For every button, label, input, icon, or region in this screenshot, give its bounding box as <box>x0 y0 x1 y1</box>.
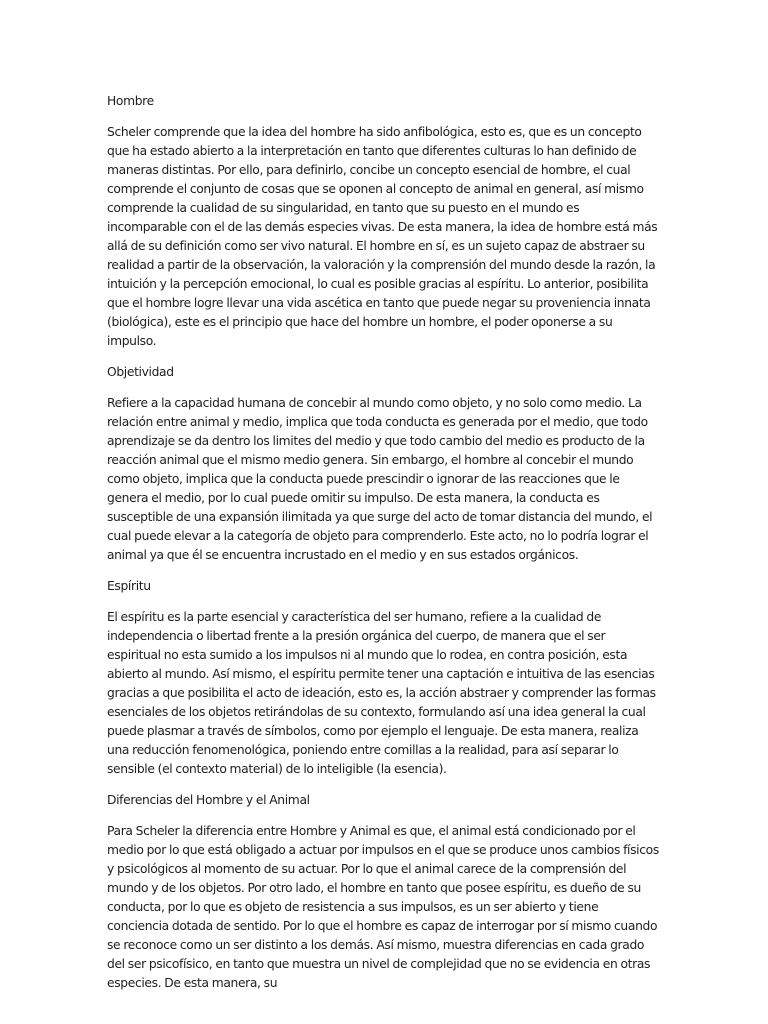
section-heading: Hombre <box>107 94 154 108</box>
section-diferencias <box>107 791 660 993</box>
section-heading: Objetividad <box>107 365 174 379</box>
section-paragraph: Refiere a la capacidad humana de concebir al mundo como objeto, y no solo como medio. La relación entre animal y medio, implica que toda conducta es generada por el medio, que todo aprendizaje se da dentro los limites del medio y que todo cambio del medio es producto de la reacción animal que el mismo medio genera. Sin embargo, el hombre al concebir el mundo como objeto, implica que la conducta puede prescindir o ignorar de las reacciones que le genera el medio, por lo cual puede omitir su impulso. De esta manera, la conducta es susceptible de una expansión ilimitada ya que surge del acto de tomar distancia del mundo, el cual puede elevar a la categoría de objeto para comprenderlo. Este acto, no lo podría lograr el animal ya que él se encuentra incrustado en el medio y en sus estados orgánicos. <box>107 396 653 562</box>
section-hombre <box>107 92 660 351</box>
section-heading: Diferencias del Hombre y el Animal <box>107 793 310 807</box>
document-page <box>107 92 660 1005</box>
section-paragraph: Scheler comprende que la idea del hombre ha sido anfibológica, esto es, que es un concepto que ha estado abierto a la interpretación en tanto que diferentes culturas lo han definido de maneras distintas. Por ello, para definirlo, concibe un concepto esencial de hombre, el cual comprende el conjunto de cosas que se oponen al concepto de animal en general, así mismo comprende la cualidad de su singularidad, en tanto que su puesto en el mundo es incomparable con el de las demás especies vivas. De esta manera, la idea de hombre está más allá de su definición como ser vivo natural. El hombre en sí, es un sujeto capaz de abstraer su realidad a partir de la observación, la valoración y la comprensión del mundo desde la razón, la intuición y la percepción emocional, lo cual es posible gracias al espíritu. Lo anterior, posibilita que el hombre logre llevar una vida ascética en tanto que puede negar su proveniencia innata (biológica), este es el principio que hace del hombre un hombre, el poder oponerse a su impulso. <box>107 125 658 348</box>
section-paragraph: El espíritu es la parte esencial y característica del ser humano, refiere a la cualidad de independencia o libertad frente a la presión orgánica del cuerpo, de manera que el ser espiritual no esta sumido a los impulsos ni al mundo que lo rodea, en contra posición, esta abierto al mundo. Así mismo, el espíritu permite tener una captación e intuitiva de las esencias gracias a que posibilita el acto de ideación, esto es, la acción abstraer y comprender las formas esenciales de los objetos retirándolas de su contexto, formulando así una idea general la cual puede plasmar a través de símbolos, como por ejemplo el lenguaje. De esta manera, realiza una reducción fenomenológica, poniendo entre comillas a la realidad, para así separar lo sensible (el contexto material) de lo inteligible (la esencia). <box>107 610 656 776</box>
section-espiritu <box>107 577 660 779</box>
section-paragraph: Para Scheler la diferencia entre Hombre y Animal es que, el animal está condicionado por el medio por lo que está obligado a actuar por impulsos en el que se produce unos cambios físicos y psicológicos al momento de su actuar. Por lo que el animal carece de la comprensión del mundo y de los objetos. Por otro lado, el hombre en tanto que posee espíritu, es dueño de su conducta, por lo que es objeto de resistencia a sus impulsos, es un ser abierto y tiene conciencia dotada de sentido. Por lo que el hombre es capaz de interrogar por sí mismo cuando se reconoce como un ser distinto a los demás. Así mismo, muestra diferencias en cada grado del ser psicofísico, en tanto que muestra un nivel de complejidad que no se evidencia en otras especies. De esta manera, su <box>107 824 659 990</box>
section-objetividad <box>107 363 660 565</box>
section-heading: Espíritu <box>107 579 151 593</box>
